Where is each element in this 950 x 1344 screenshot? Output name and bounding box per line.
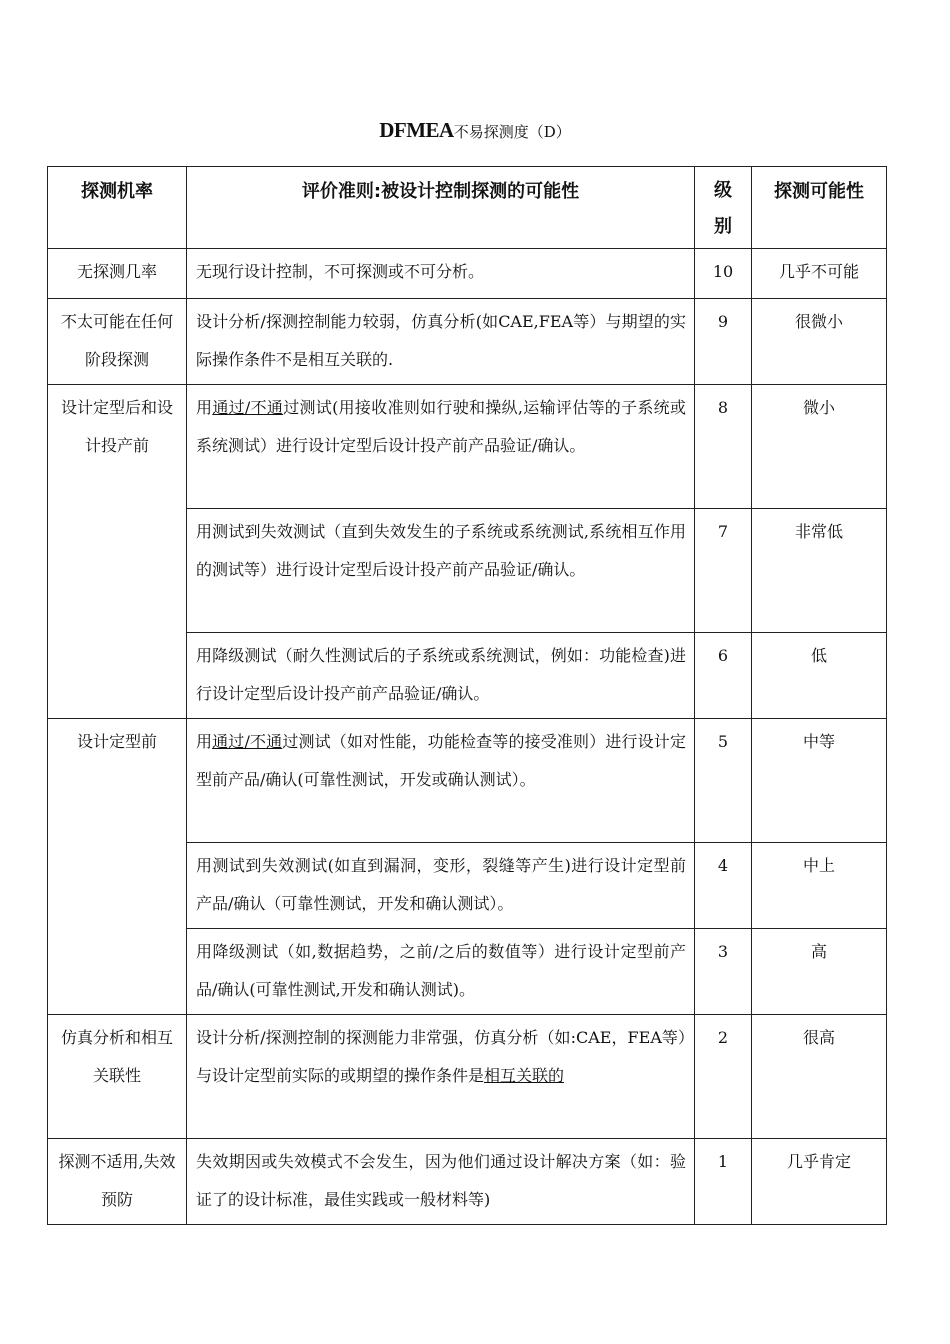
possibility-cell: 非常低 xyxy=(752,509,887,633)
category-cell: 探测不适用,失效预防 xyxy=(48,1139,187,1225)
page-title xyxy=(0,118,950,144)
criteria-cell xyxy=(187,509,695,633)
rank-cell: 3 xyxy=(695,929,752,1015)
rank-cell: 5 xyxy=(695,719,752,843)
criteria-text: 无现行设计控制，不可探测或不可分析。 xyxy=(196,262,485,281)
criteria-cell xyxy=(187,719,695,843)
criteria-text: 用 xyxy=(196,732,213,751)
criteria-cell xyxy=(187,299,695,385)
criteria-underlined-text: 通过/不通 xyxy=(212,732,283,751)
table-row xyxy=(48,719,887,843)
header-criteria: 评价准则:被设计控制探测的可能性 xyxy=(187,167,695,249)
category-cell: 设计定型后和设计投产前 xyxy=(48,385,187,719)
rank-cell: 4 xyxy=(695,843,752,929)
possibility-cell: 很高 xyxy=(752,1015,887,1139)
table-row xyxy=(48,385,887,509)
table-row xyxy=(48,299,887,385)
category-cell: 不太可能在任何阶段探测 xyxy=(48,299,187,385)
title-main: DFMEA xyxy=(379,118,454,142)
rank-cell: 10 xyxy=(695,249,752,299)
category-cell: 仿真分析和相互关联性 xyxy=(48,1015,187,1139)
criteria-cell xyxy=(187,1139,695,1225)
criteria-text: 设计分析/探测控制能力较弱，仿真分析(如CAE,FEA等）与期望的实际操作条件不是相互关联的. xyxy=(196,312,686,369)
category-cell: 无探测几率 xyxy=(48,249,187,299)
category-cell: 设计定型前 xyxy=(48,719,187,1015)
header-rank: 级别 xyxy=(695,167,752,249)
possibility-cell: 中等 xyxy=(752,719,887,843)
criteria-text: 过测试（如对性能，功能检查等的接受准则）进行设计定型前产品/确认(可靠性测试，开发或确认测试）。 xyxy=(196,732,686,789)
rank-cell: 7 xyxy=(695,509,752,633)
criteria-cell xyxy=(187,385,695,509)
criteria-text: 过测试(用接收准则如行驶和操纵,运输评估等的子系统或系统测试）进行设计定型后设计投产前产品验证/确认。 xyxy=(196,398,686,455)
title-sub: 不易探测度（D） xyxy=(453,123,571,141)
criteria-text: 失效期因或失效模式不会发生，因为他们通过设计解决方案（如：验证了的设计标准，最佳实践或一般材料等) xyxy=(196,1152,686,1209)
rank-cell: 6 xyxy=(695,633,752,719)
criteria-text: 用测试到失效测试(如直到漏洞，变形，裂缝等产生)进行设计定型前产品/确认（可靠性测试，开发和确认测试）。 xyxy=(196,856,686,913)
criteria-cell xyxy=(187,929,695,1015)
rank-cell: 9 xyxy=(695,299,752,385)
criteria-cell xyxy=(187,843,695,929)
rank-cell: 8 xyxy=(695,385,752,509)
rank-cell: 2 xyxy=(695,1015,752,1139)
criteria-cell xyxy=(187,633,695,719)
table-body xyxy=(48,249,887,1225)
header-category: 探测机率 xyxy=(48,167,187,249)
criteria-cell xyxy=(187,1015,695,1139)
criteria-underlined-text: 相互关联的 xyxy=(484,1066,565,1085)
criteria-text: 用降级测试（耐久性测试后的子系统或系统测试，例如：功能检查)进行设计定型后设计投产前产品验证/确认。 xyxy=(196,646,686,703)
possibility-cell: 中上 xyxy=(752,843,887,929)
criteria-cell xyxy=(187,249,695,299)
table-row xyxy=(48,249,887,299)
possibility-cell: 几乎肯定 xyxy=(752,1139,887,1225)
possibility-cell: 高 xyxy=(752,929,887,1015)
table-header-row xyxy=(48,167,887,249)
table-row xyxy=(48,1015,887,1139)
criteria-text: 用降级测试（如,数据趋势，之前/之后的数值等）进行设计定型前产品/确认(可靠性测试,开发和确认测试)。 xyxy=(196,942,686,999)
possibility-cell: 低 xyxy=(752,633,887,719)
criteria-underlined-text: 通过/不通 xyxy=(212,398,284,417)
table-row xyxy=(48,1139,887,1225)
possibility-cell: 几乎不可能 xyxy=(752,249,887,299)
criteria-text: 用测试到失效测试（直到失效发生的子系统或系统测试,系统相互作用的测试等）进行设计定型后设计投产前产品验证/确认。 xyxy=(196,522,686,579)
criteria-text: 设计分析/探测控制的探测能力非常强，仿真分析（如:CAE，FEA等）与设计定型前实际的或期望的操作条件是 xyxy=(196,1028,686,1085)
possibility-cell: 很微小 xyxy=(752,299,887,385)
possibility-cell: 微小 xyxy=(752,385,887,509)
rank-cell: 1 xyxy=(695,1139,752,1225)
detection-rating-table xyxy=(47,166,887,1225)
header-possibility: 探测可能性 xyxy=(752,167,887,249)
criteria-text: 用 xyxy=(196,398,213,417)
